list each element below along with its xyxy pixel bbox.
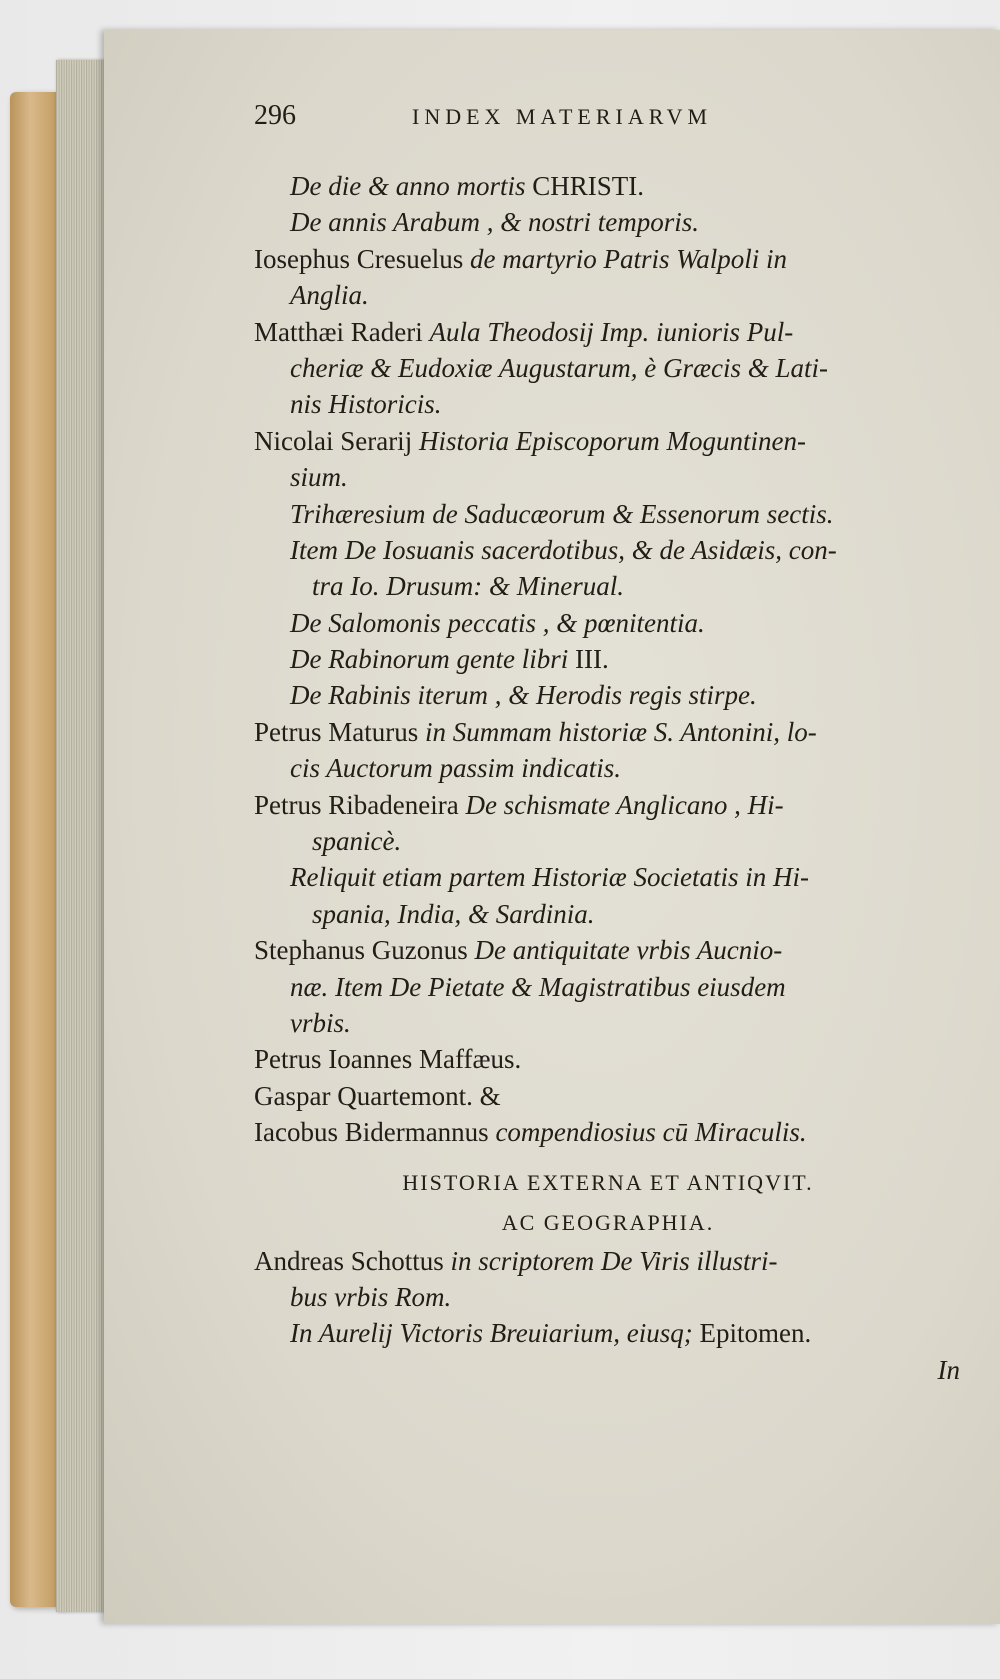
italic-text: Item De Iosuanis sacerdotibus, & de Asidæis, con- <box>290 534 837 565</box>
index-line <box>254 787 962 823</box>
index-line <box>254 168 962 204</box>
italic-text: cheriæ & Eudoxiæ Augustarum, è Græcis & Lati- <box>290 352 828 383</box>
roman-text: Gaspar Quartemont. & <box>254 1080 501 1111</box>
index-entries-after <box>254 1243 962 1352</box>
italic-text: nis Historicis. <box>290 389 442 420</box>
section-subheading: AC GEOGRAPHIA. <box>501 1209 715 1235</box>
index-line <box>254 677 962 713</box>
italic-text: næ. Item De Pietate & Magistratibus eiusdem <box>290 971 786 1002</box>
index-line <box>254 896 962 932</box>
italic-text: Trihæresium de Saducæorum & Essenorum sectis. <box>290 498 834 529</box>
italic-text: bus vrbis Rom. <box>290 1281 452 1312</box>
italic-text: sium. <box>290 462 348 493</box>
italic-text: tra Io. Drusum: & Minerual. <box>312 571 624 602</box>
italic-text: De antiquitate vrbis Aucnio- <box>474 935 783 966</box>
index-line <box>254 568 962 604</box>
roman-text: Petrus Ribadeneira <box>254 789 466 820</box>
index-line <box>254 932 962 968</box>
roman-text: Matthæi Raderi <box>254 316 430 347</box>
index-line <box>254 1078 962 1114</box>
index-entries <box>254 168 962 1151</box>
index-line <box>254 605 962 641</box>
roman-text: Stephanus Guzonus <box>254 935 475 966</box>
index-line <box>254 1041 962 1077</box>
italic-text: De Rabinorum gente libri <box>290 644 575 675</box>
italic-text: De Rabinis iterum , & Herodis regis stirpe. <box>290 680 757 711</box>
index-line <box>254 423 962 459</box>
index-line <box>254 1005 962 1041</box>
book-page <box>104 30 1000 1624</box>
running-title: INDEX MATERIARVM <box>412 104 713 129</box>
index-line <box>254 314 962 350</box>
italic-text: In Aurelij Victoris Breuiarium, eiusq; <box>290 1318 700 1349</box>
roman-text: Iacobus Bidermannus <box>254 1117 496 1148</box>
roman-text: III. <box>574 644 609 675</box>
roman-text: Petrus Maturus <box>254 716 425 747</box>
page-content <box>104 30 1000 1624</box>
roman-text: CHRISTI. <box>532 171 645 201</box>
roman-text: Andreas Schottus <box>254 1245 451 1276</box>
italic-text: spanicè. <box>312 826 402 857</box>
roman-text: Nicolai Serarij <box>254 425 419 456</box>
index-line <box>254 496 962 532</box>
index-line <box>254 750 962 786</box>
italic-text: in Summam historiæ S. Antonini, lo- <box>425 716 817 747</box>
italic-text: in scriptorem De Viris illustri- <box>450 1245 778 1276</box>
index-line <box>254 1315 962 1351</box>
italic-text: spania, India, & Sardinia. <box>312 898 595 929</box>
index-line <box>254 386 962 422</box>
index-line <box>254 969 962 1005</box>
roman-text: Iosephus Cresuelus <box>254 243 470 274</box>
italic-text: Anglia. <box>290 280 369 311</box>
italic-text: De schismate Anglicano , Hi- <box>465 789 784 820</box>
italic-text: cis Auctorum passim indicatis. <box>290 753 622 784</box>
italic-text: De die & anno mortis <box>290 171 533 201</box>
index-line <box>254 1243 962 1279</box>
italic-text: Historia Episcoporum Moguntinen- <box>418 425 806 456</box>
italic-text: compendiosius cū Miraculis. <box>495 1117 807 1148</box>
italic-text: Aula Theodosij Imp. iunioris Pul- <box>429 316 794 347</box>
section-heading: HISTORIA EXTERNA ET ANTIQVIT. <box>402 1169 814 1195</box>
roman-text: Petrus Ioannes Maffæus. <box>254 1044 522 1075</box>
italic-text: vrbis. <box>290 1007 351 1038</box>
index-line <box>254 1114 962 1150</box>
page-edges <box>56 60 110 1612</box>
index-line <box>254 823 962 859</box>
index-line <box>254 350 962 386</box>
page-header <box>254 100 960 140</box>
page-number: 296 <box>254 100 296 131</box>
roman-text: Epitomen. <box>699 1318 812 1349</box>
index-line <box>254 641 962 677</box>
italic-text: De annis Arabum , & nostri temporis. <box>290 207 700 238</box>
index-line <box>254 1279 962 1315</box>
index-line <box>254 532 962 568</box>
index-line <box>254 859 962 895</box>
italic-text: Reliquit etiam partem Historiæ Societatis in Hi- <box>290 862 809 893</box>
catchword: In <box>937 1354 960 1385</box>
index-text <box>254 168 962 1388</box>
italic-text: De Salomonis peccatis , & pœnitentia. <box>290 607 705 638</box>
index-line <box>254 204 962 240</box>
index-line <box>254 277 962 313</box>
index-line <box>254 459 962 495</box>
index-line <box>254 714 962 750</box>
index-line <box>254 241 962 277</box>
italic-text: de martyrio Patris Walpoli in <box>469 243 787 274</box>
